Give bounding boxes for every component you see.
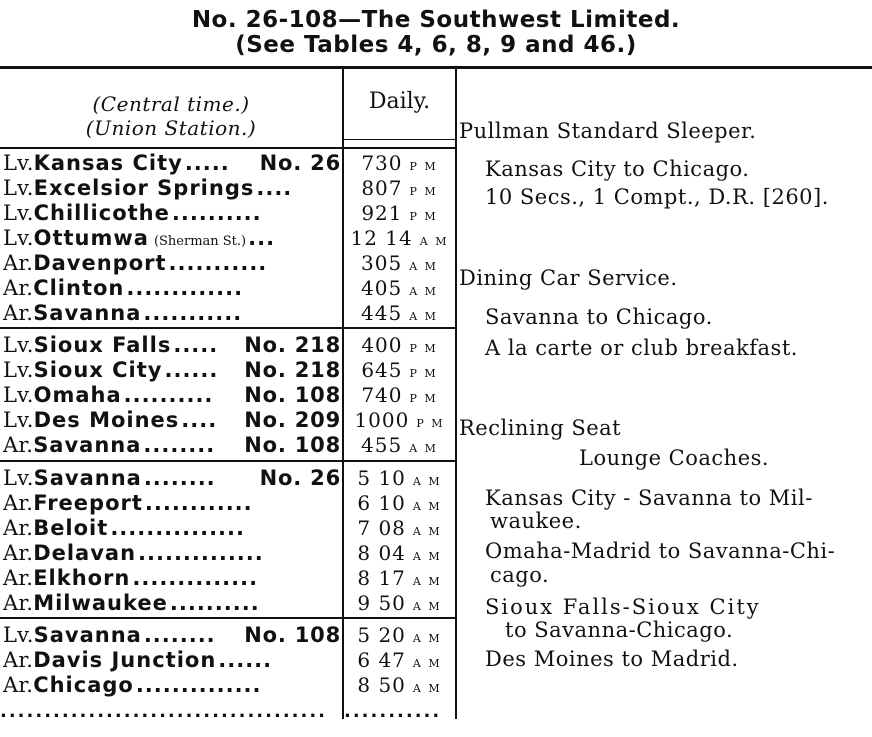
schedule-row xyxy=(0,333,455,357)
departure-time-cell: 807 P M xyxy=(361,176,438,200)
bottom-leader-dots-middle: ........... xyxy=(344,701,442,719)
schedule-row xyxy=(0,226,455,250)
departure-time-cell: 8 04 A M xyxy=(357,541,442,565)
coach-route-4: Des Moines to Madrid. xyxy=(485,647,739,671)
schedule-row xyxy=(0,301,455,325)
central-time-label: (Central time.) xyxy=(92,92,250,116)
station-cell: Ar. Davenport ........... xyxy=(3,251,268,275)
schedule-row xyxy=(0,276,455,300)
schedule-row xyxy=(0,358,455,382)
schedule-row xyxy=(0,151,455,175)
departure-time-cell: 740 P M xyxy=(361,383,438,407)
schedule-row xyxy=(0,383,455,407)
station-cell: Ar. Milwaukee .......... xyxy=(3,591,260,615)
schedule-row xyxy=(0,466,455,490)
timetable-title xyxy=(0,8,872,58)
departure-time-cell: 8 50 A M xyxy=(357,673,442,697)
station-cell: Lv. Savanna ........ No. 108 xyxy=(3,623,341,647)
pullman-route: Kansas City to Chicago. xyxy=(485,157,750,181)
schedule-row xyxy=(0,566,455,590)
schedule-row xyxy=(0,201,455,225)
coach-route-3-line-1: Sioux Falls-Sioux City xyxy=(485,595,761,619)
pullman-detail: 10 Secs., 1 Compt., D.R. [260]. xyxy=(485,185,829,209)
station-cell: Lv. Chillicothe .......... xyxy=(3,201,262,225)
departure-time-cell: 921 P M xyxy=(361,201,438,225)
station-cell: Ar. Chicago .............. xyxy=(3,673,262,697)
daily-header-rule xyxy=(344,139,455,140)
departure-time-cell: 445 A M xyxy=(361,301,438,325)
station-cell: Lv. Omaha .......... No. 108 xyxy=(3,383,341,407)
schedule-row xyxy=(0,623,455,647)
station-cell: Lv. Ottumwa (Sherman St.) ... xyxy=(3,226,276,250)
union-station-label: (Union Station.) xyxy=(85,116,257,140)
coach-route-3-line-2: to Savanna-Chicago. xyxy=(505,618,734,642)
station-cell: Ar. Savanna ........... xyxy=(3,301,243,325)
station-cell: Ar. Elkhorn .............. xyxy=(3,566,259,590)
coach-route-2-line-2: cago. xyxy=(490,563,550,587)
departure-time-cell: 7 08 A M xyxy=(357,516,442,540)
departure-time-cell: 645 P M xyxy=(361,358,438,382)
departure-time-cell: 5 20 A M xyxy=(357,623,442,647)
station-cell: Ar. Savanna ........ No. 108 xyxy=(3,433,341,457)
departure-time-cell: 730 P M xyxy=(361,151,438,175)
station-cell: Ar. Beloit ............... xyxy=(3,516,245,540)
departure-time-cell: 6 10 A M xyxy=(357,491,442,515)
departure-time-cell: 455 A M xyxy=(361,433,438,457)
departure-time-cell: 9 50 A M xyxy=(357,591,442,615)
schedule-row xyxy=(0,541,455,565)
dining-heading: Dining Car Service. xyxy=(459,266,678,290)
station-cell: Lv. Excelsior Springs .... xyxy=(3,176,293,200)
title-line-2: (See Tables 4, 6, 8, 9 and 46.) xyxy=(235,32,637,58)
pullman-heading: Pullman Standard Sleeper. xyxy=(459,119,757,143)
departure-time-cell: 1000 P M xyxy=(354,408,445,432)
schedule-row xyxy=(0,491,455,515)
time-notes-divider xyxy=(455,69,457,719)
station-cell: Lv. Sioux City ...... No. 218 xyxy=(3,358,341,382)
departure-time-cell: 405 A M xyxy=(361,276,438,300)
departure-time-cell: 5 10 A M xyxy=(357,466,442,490)
schedule-row xyxy=(0,516,455,540)
daily-header: Daily. xyxy=(368,89,431,114)
dining-detail: A la carte or club breakfast. xyxy=(485,336,798,360)
departure-time-cell: 12 14 A M xyxy=(350,226,449,250)
title-line-1: No. 26-108—The Southwest Limited. xyxy=(191,7,681,33)
departure-time-cell: 305 A M xyxy=(361,251,438,275)
station-cell: Lv. Kansas City ..... No. 26 xyxy=(3,151,341,175)
lounge-heading: Lounge Coaches. xyxy=(579,446,770,470)
schedule-top-rule xyxy=(0,147,455,149)
section-rule-sioux xyxy=(0,327,455,329)
station-cell: Ar. Davis Junction ...... xyxy=(3,648,273,672)
departure-time-cell: 6 47 A M xyxy=(357,648,442,672)
schedule-row xyxy=(0,591,455,615)
schedule-row xyxy=(0,176,455,200)
dining-route: Savanna to Chicago. xyxy=(485,305,713,329)
coach-route-1-line-2: waukee. xyxy=(490,509,582,533)
schedule-row xyxy=(0,408,455,432)
station-cell: Lv. Savanna ........ No. 26 xyxy=(3,466,341,490)
schedule-row xyxy=(0,673,455,697)
bottom-leader-dots-left: ..................................... xyxy=(0,701,328,719)
section-rule-savanna-108 xyxy=(0,617,455,619)
station-cell: Ar. Freeport ............ xyxy=(3,491,253,515)
station-cell: Lv. Des Moines .... No. 209 xyxy=(3,408,341,432)
top-rule xyxy=(0,66,872,69)
schedule-row xyxy=(0,433,455,457)
departure-time-cell: 8 17 A M xyxy=(357,566,442,590)
coach-route-2-line-1: Omaha-Madrid to Savanna-Chi- xyxy=(485,539,836,563)
station-cell: Ar. Clinton ............. xyxy=(3,276,244,300)
departure-time-cell: 400 P M xyxy=(361,333,438,357)
reclining-heading: Reclining Seat xyxy=(459,416,622,440)
coach-route-1-line-1: Kansas City - Savanna to Mil- xyxy=(485,486,813,510)
station-cell: Ar. Delavan .............. xyxy=(3,541,264,565)
station-cell: Lv. Sioux Falls ..... No. 218 xyxy=(3,333,341,357)
section-rule-savanna-26 xyxy=(0,460,455,462)
schedule-row xyxy=(0,251,455,275)
schedule-row xyxy=(0,648,455,672)
